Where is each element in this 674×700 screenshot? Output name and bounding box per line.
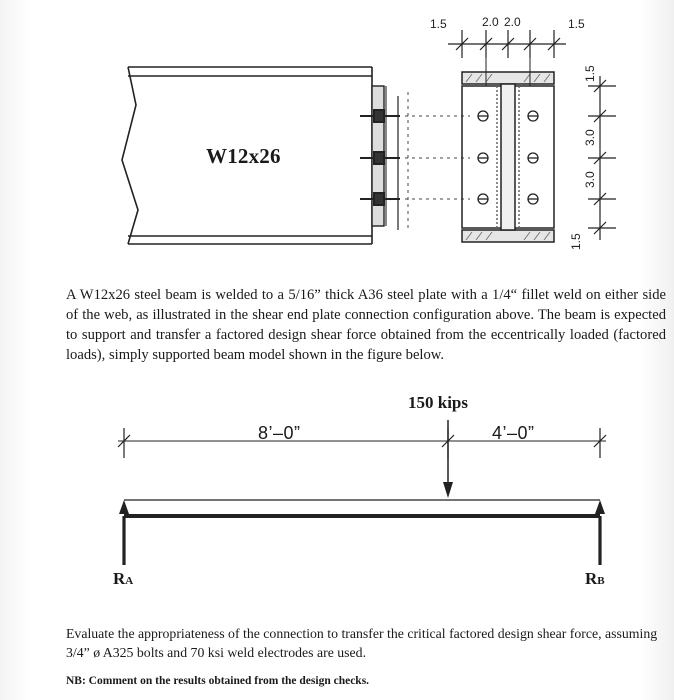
nb-note: NB: Comment on the results obtained from the design checks.	[66, 675, 370, 687]
top-dim-3: 2.0	[504, 15, 521, 29]
side-dim-4: 1.5	[569, 233, 583, 250]
reaction-left-symbol: R	[113, 569, 126, 588]
reaction-right-subscript: B	[597, 575, 605, 587]
side-dimension-line	[588, 76, 616, 240]
question-text: Evaluate the appropriateness of the connection to transfer the critical factored design shear force, assuming 3/4” ø A325 bolts and 70 ksi weld electrodes are used.	[66, 626, 658, 660]
top-dimension-line	[448, 30, 566, 58]
reaction-right-label	[585, 569, 605, 589]
span-left-label: 8’–0”	[258, 423, 301, 443]
side-dim-3: 3.0	[583, 171, 597, 188]
end-view	[462, 50, 554, 242]
reaction-left-label	[113, 569, 133, 589]
top-dim-2: 2.0	[482, 15, 499, 29]
top-dim-4: 1.5	[568, 17, 585, 31]
load-label: 150 kips	[408, 393, 468, 412]
side-dim-2: 3.0	[583, 129, 597, 146]
side-dim-1: 1.5	[583, 65, 597, 82]
reaction-right-symbol: R	[585, 569, 598, 588]
span-right-label: 4’–0”	[492, 423, 535, 443]
beam-section-label: W12x26	[206, 144, 281, 168]
reaction-left-subscript: A	[125, 575, 134, 587]
top-dim-1: 1.5	[430, 17, 447, 31]
centerline-dashes	[405, 92, 470, 232]
problem-statement: A W12x26 steel beam is welded to a 5/16” thick A36 steel plate with a 1/4“ fillet weld on either side of the web, as illustrated in the shear end plate connection configuration above. The beam is expected to support and transfer a factored design shear force obtained from the eccentrically loaded (factored loads), simply supported beam model shown in the figure below.	[66, 287, 666, 363]
